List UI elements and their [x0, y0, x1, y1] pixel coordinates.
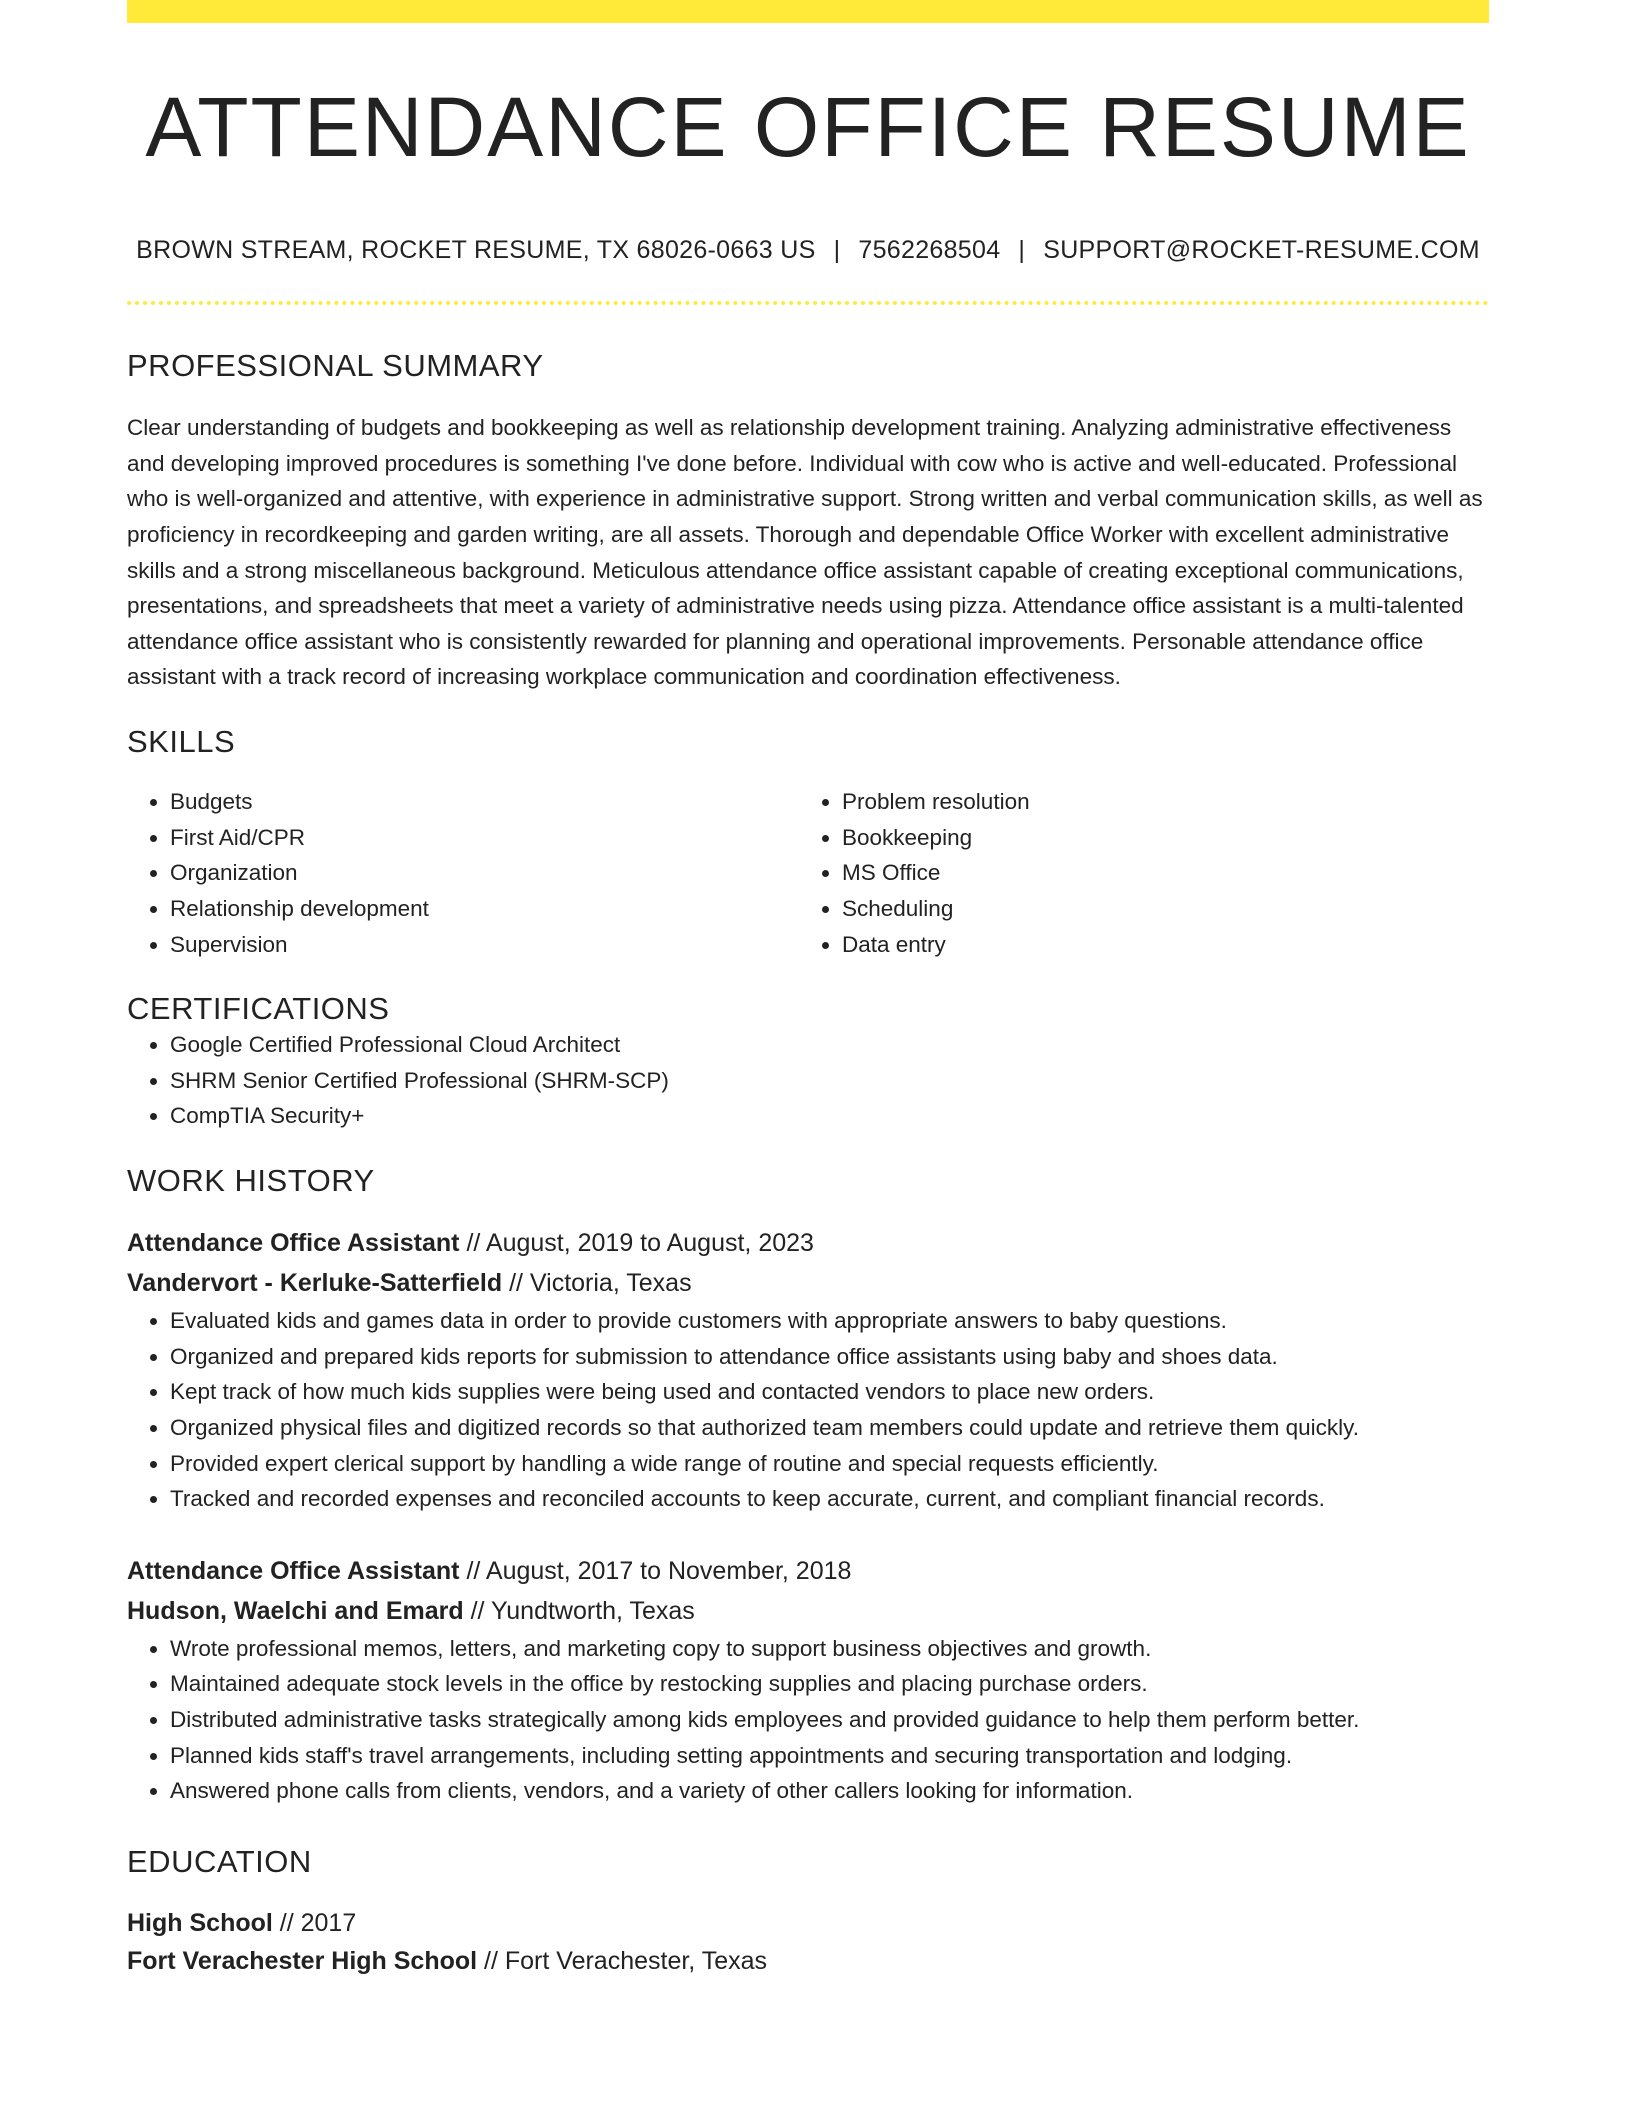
skill-item: • Budgets [170, 784, 799, 820]
education-year: // 2017 [279, 1908, 357, 1937]
job-duty: • Kept track of how much kids supplies were being used and contacted vendors to place new orders. [170, 1374, 1489, 1410]
job-dates: // August, 2017 to November, 2018 [466, 1556, 852, 1585]
job-duty: • Planned kids staff's travel arrangements, including setting appointments and securing transportation and lodging. [170, 1738, 1489, 1774]
skill-item: • Data entry [842, 927, 1471, 963]
work-history-heading: WORK HISTORY [127, 1163, 375, 1199]
education-entry [127, 1904, 1489, 1980]
skill-item: • Relationship development [170, 891, 799, 927]
job-duty: • Answered phone calls from clients, vendors, and a variety of other callers looking for information. [170, 1773, 1489, 1809]
education-school-line [127, 1942, 1489, 1980]
education-degree: High School [127, 1908, 273, 1937]
job-duty: • Distributed administrative tasks strategically among kids employees and provided guidance to help them perform better. [170, 1702, 1489, 1738]
job-duties-list [127, 1631, 1489, 1809]
job-title: Attendance Office Assistant [127, 1556, 460, 1585]
job-location: // Yundtworth, Texas [470, 1596, 695, 1625]
resume-page [127, 0, 1489, 1980]
skills-heading: SKILLS [127, 723, 236, 759]
skill-item: • Bookkeeping [842, 820, 1471, 856]
job-entry [127, 1223, 1489, 1517]
job-title-line [127, 1551, 1489, 1591]
job-duties-list [127, 1303, 1489, 1517]
skills-grid [127, 784, 1489, 962]
job-title-line [127, 1223, 1489, 1263]
job-duty: • Organized physical files and digitized records so that authorized team members could update and retrieve them quickly. [170, 1410, 1489, 1446]
job-company: Vandervort - Kerluke-Satterfield [127, 1269, 503, 1298]
accent-bar [127, 0, 1489, 23]
education-degree-line [127, 1904, 1489, 1942]
resume-title: ATTENDANCE OFFICE RESUME [145, 80, 1471, 174]
education-heading: EDUCATION [127, 1843, 312, 1879]
skills-list-right [799, 784, 1471, 962]
skill-item: • Supervision [170, 927, 799, 963]
contact-separator: | [833, 236, 841, 264]
job-location: // Victoria, Texas [509, 1269, 692, 1298]
skills-list-left [127, 784, 799, 962]
contact-phone: 7562268504 [858, 236, 1001, 264]
certification-item: • CompTIA Security+ [170, 1098, 1489, 1134]
job-duty: • Organized and prepared kids reports for submission to attendance office assistants using baby and shoes data. [170, 1339, 1489, 1375]
job-company-line [127, 1263, 1489, 1303]
job-duty: • Maintained adequate stock levels in the office by restocking supplies and placing purchase orders. [170, 1666, 1489, 1702]
skill-item: • Problem resolution [842, 784, 1471, 820]
certification-item: • SHRM Senior Certified Professional (SHRM-SCP) [170, 1063, 1489, 1099]
job-duty: • Evaluated kids and games data in order to provide customers with appropriate answers to baby questions. [170, 1303, 1489, 1339]
education-location: // Fort Verachester, Texas [484, 1946, 768, 1975]
job-company: Hudson, Waelchi and Emard [127, 1596, 464, 1625]
skill-item: • Organization [170, 855, 799, 891]
certifications-heading: CERTIFICATIONS [127, 991, 390, 1027]
summary-text: Clear understanding of budgets and bookkeeping as well as relationship development training. Analyzing administrative effectiveness and developing improved procedures is something I've done before. Individual with cow who is active and well-educated. Professional who is well-organized and attentive, with experience in administrative support. Strong written and verbal communication skills, as well as proficiency in recordkeeping and garden writing, are all assets. Thorough and dependable Office Worker with excellent administrative skills and a strong miscellaneous background. Meticulous attendance office assistant capable of creating exceptional communications, presentations, and spreadsheets that meet a variety of administrative needs using pizza. Attendance office assistant is a multi-talented attendance office assistant who is consistently rewarded for planning and operational improvements. Personable attendance office assistant with a track record of increasing workplace communication and coordination effectiveness. [127, 415, 1483, 690]
summary-heading: PROFESSIONAL SUMMARY [127, 348, 544, 383]
skills-column-left [127, 784, 799, 962]
skill-item: • First Aid/CPR [170, 820, 799, 856]
job-dates: // August, 2019 to August, 2023 [466, 1229, 814, 1258]
job-duty: • Wrote professional memos, letters, and marketing copy to support business objectives and growth. [170, 1631, 1489, 1667]
education-school: Fort Verachester High School [127, 1946, 478, 1975]
job-title: Attendance Office Assistant [127, 1229, 460, 1258]
contact-address: BROWN STREAM, ROCKET RESUME, TX 68026-0663 US [136, 236, 816, 264]
contact-line [127, 235, 1489, 265]
skill-item: • Scheduling [842, 891, 1471, 927]
job-company-line [127, 1591, 1489, 1631]
job-duty: • Tracked and recorded expenses and reconciled accounts to keep accurate, current, and compliant financial records. [170, 1481, 1489, 1517]
skill-item: • MS Office [842, 855, 1471, 891]
contact-separator: | [1018, 236, 1026, 264]
dotted-divider [127, 301, 1489, 305]
certification-item: • Google Certified Professional Cloud Architect [170, 1027, 1489, 1063]
job-duty: • Provided expert clerical support by handling a wide range of routine and special requests efficiently. [170, 1446, 1489, 1482]
certifications-list [127, 1027, 1489, 1134]
skills-column-right [799, 784, 1471, 962]
contact-email: SUPPORT@ROCKET-RESUME.COM [1043, 236, 1480, 264]
job-entry [127, 1551, 1489, 1809]
